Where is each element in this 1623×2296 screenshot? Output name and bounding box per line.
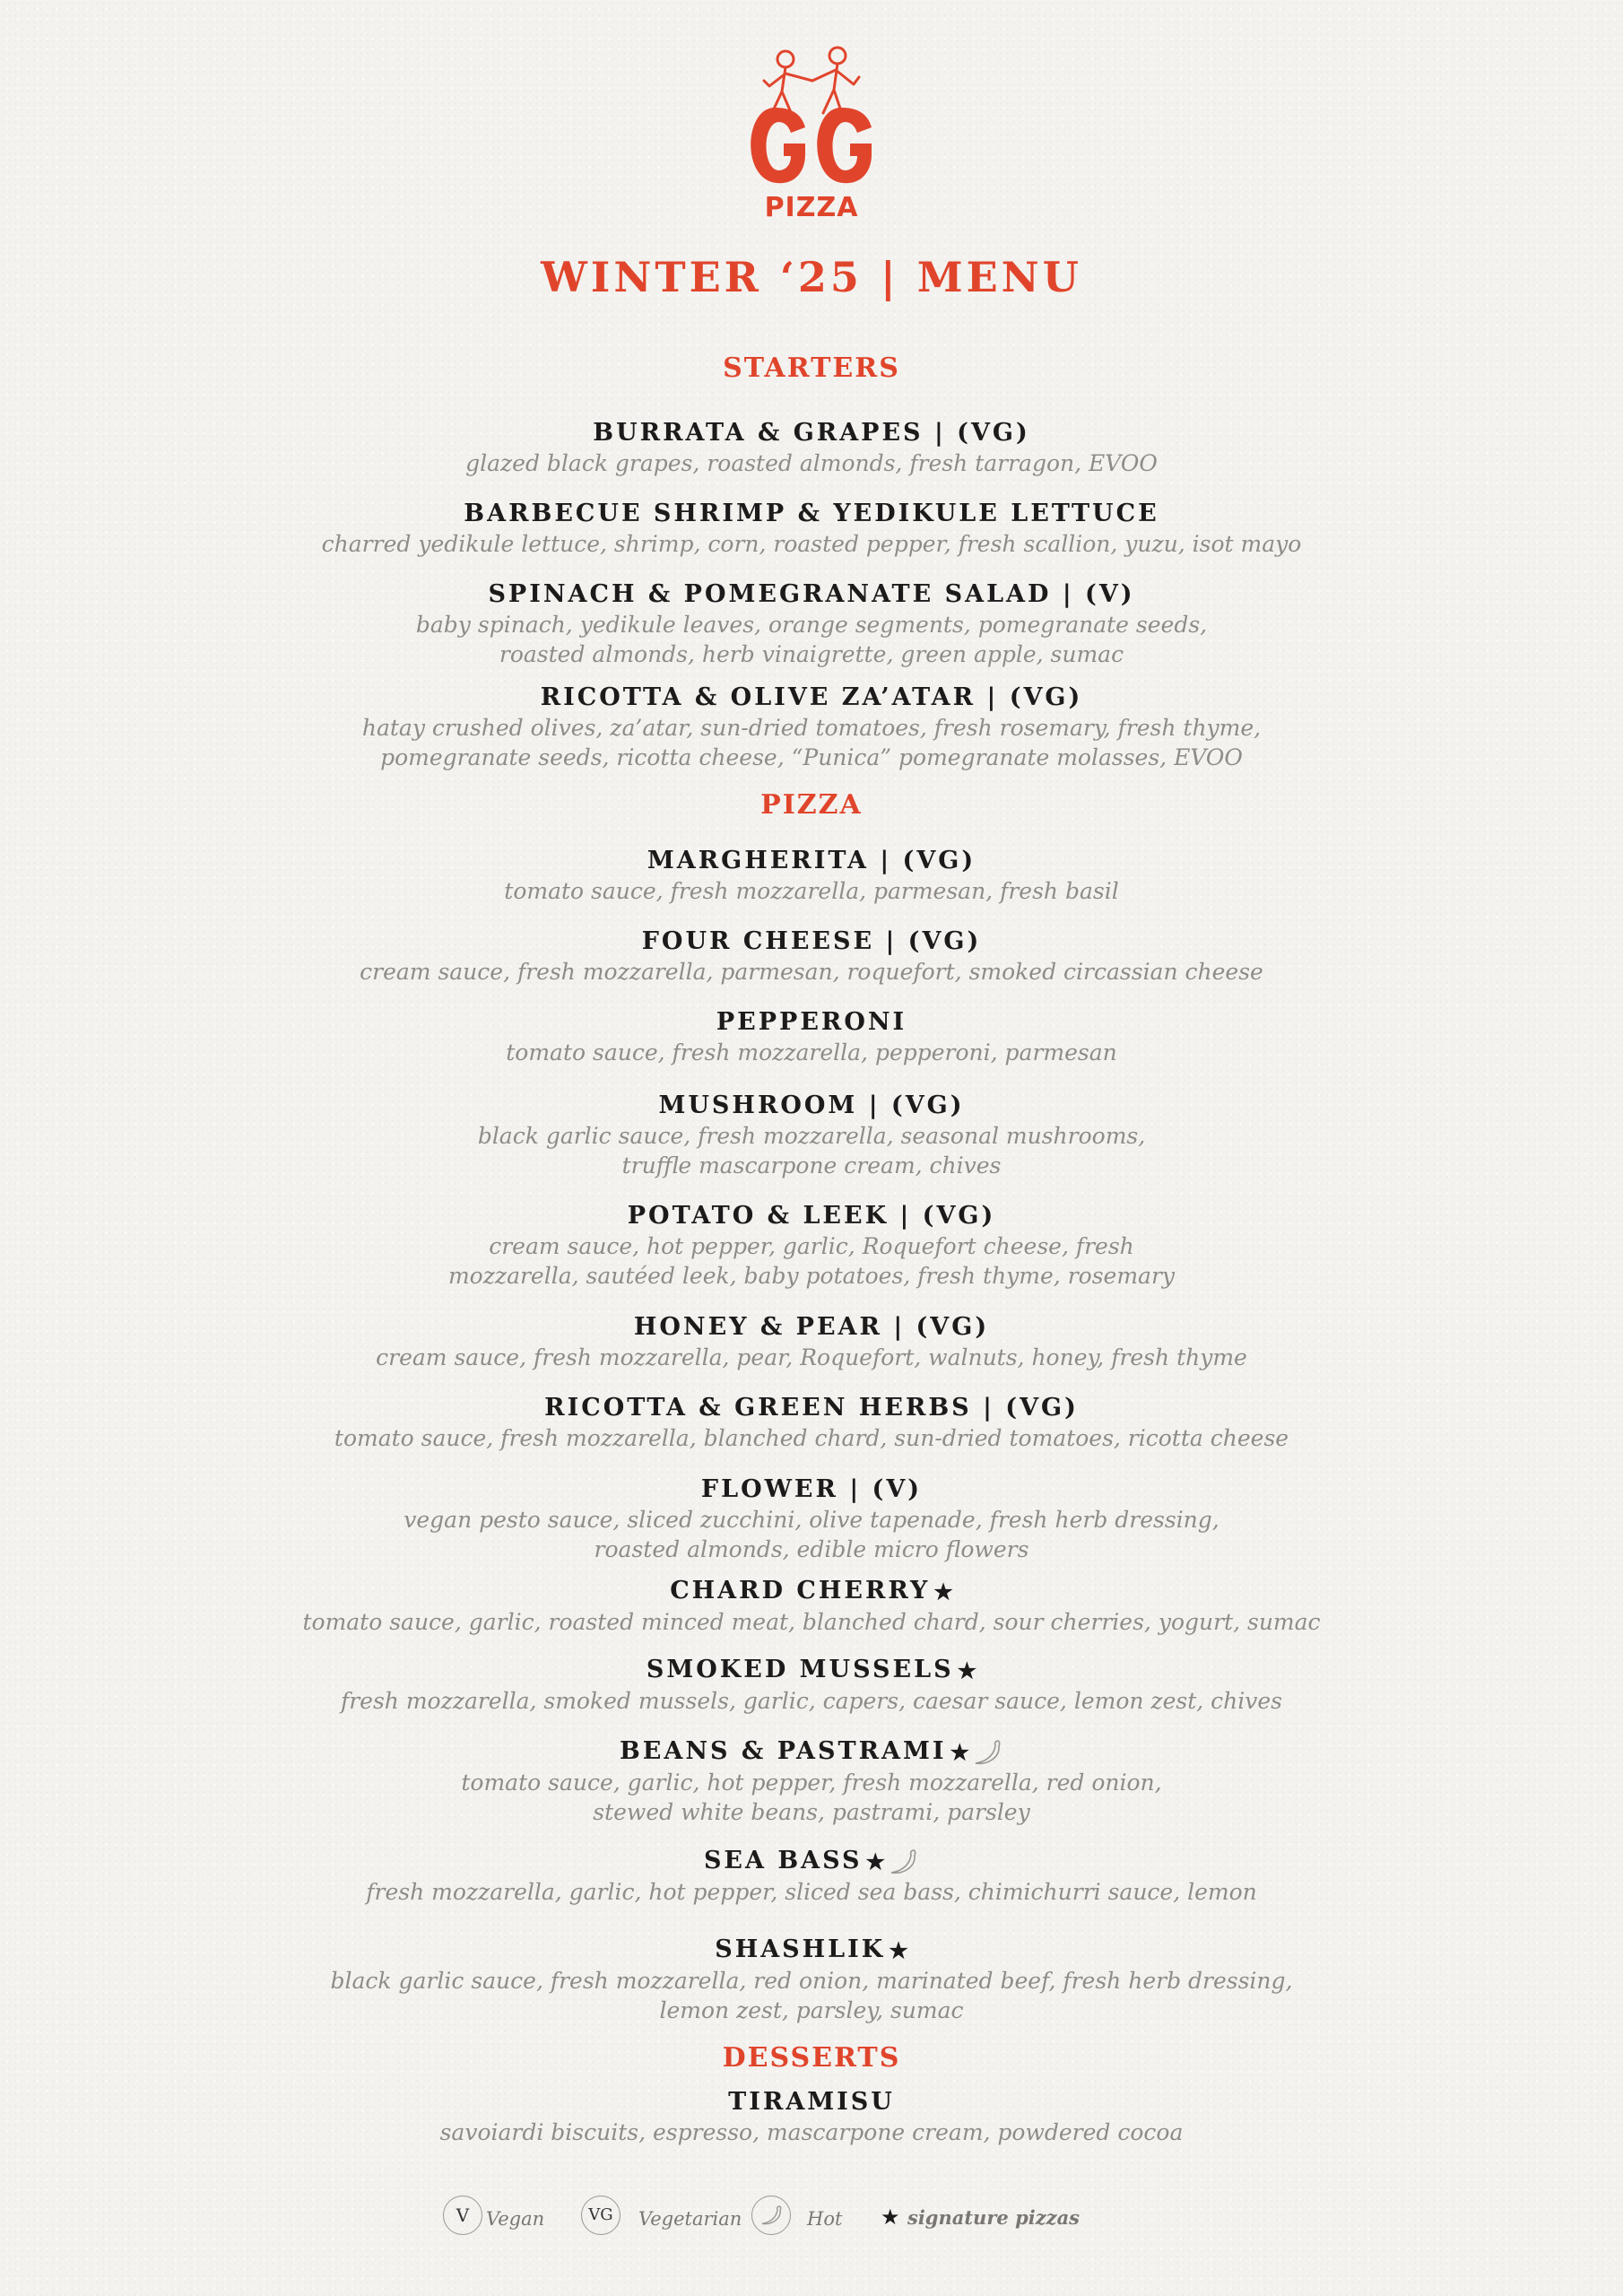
item-name: CHARD CHERRY [670,1577,931,1605]
menu-title: WINTER ‘25 | MENU [541,253,1082,301]
item-description-line: tomato sauce, garlic, hot pepper, fresh mozzarella, red onion, [461,1769,1162,1796]
menu-item [0,499,1623,559]
item-description [0,957,1623,987]
item-name-row [0,1935,1623,1966]
item-description-line: mozzarella, sautéed leek, baby potatoes, fresh thyme, rosemary [447,1263,1176,1289]
item-description [0,610,1623,669]
item-description-line: black garlic sauce, fresh mozzarella, red onion, marinated beef, fresh herb dressing, [330,1967,1293,1994]
item-description [0,529,1623,559]
item-name: MUSHROOM | (VG) [658,1091,965,1119]
star-icon: ★ [933,1578,953,1605]
item-description [0,1038,1623,1067]
menu-item [0,1091,1623,1180]
item-description-line: tomato sauce, fresh mozzarella, pepperoni, parmesan [506,1039,1117,1065]
item-description [0,1231,1623,1291]
item-name: BURRATA & GRAPES | (VG) [593,419,1030,447]
item-description [0,713,1623,772]
chili-icon [759,2203,784,2228]
item-description-line: cream sauce, fresh mozzarella, pear, Roquefort, walnuts, honey, fresh thyme [376,1344,1247,1370]
chili-icon [971,1738,1003,1767]
item-description-line: baby spinach, yedikule leaves, orange segments, pomegranate seeds, [415,612,1208,638]
item-description-line: pomegranate seeds, ricotta cheese, “Punica” pomegranate molasses, EVOO [380,744,1243,770]
section-title-starters: STARTERS [723,352,900,384]
item-description [0,448,1623,478]
hot-badge [751,2196,791,2235]
menu-item [0,1393,1623,1453]
item-description [0,1607,1623,1637]
item-name: FLOWER | (V) [700,1475,923,1503]
item-name-row [0,1576,1623,1607]
item-name-row [0,1655,1623,1686]
item-description-line: tomato sauce, fresh mozzarella, parmesan, fresh basil [504,878,1119,904]
item-name: TIRAMISU [728,2088,895,2116]
chili-icon [887,1848,919,1876]
vegan-legend-label: Vegan [486,2208,545,2230]
item-name: SEA BASS [703,1847,863,1874]
item-name: PEPPERONI [716,1008,907,1036]
item-description-line: tomato sauce, fresh mozzarella, blanched chard, sun-dried tomatoes, ricotta cheese [334,1425,1289,1451]
item-description-line: fresh mozzarella, smoked mussels, garlic, capers, caesar sauce, lemon zest, chives [340,1687,1283,1714]
item-description [0,1505,1623,1564]
menu-item [0,1935,1623,2025]
item-name: FOUR CHEESE | (VG) [641,927,982,955]
star-icon: ★ [889,1936,908,1963]
item-name: RICOTTA & GREEN HERBS | (VG) [544,1394,1079,1422]
item-description [0,1768,1623,1827]
item-description-line: charred yedikule lettuce, shrimp, corn, roasted pepper, fresh scallion, yuzu, isot mayo [321,531,1302,557]
item-description-line: stewed white beans, pastrami, parsley [593,1798,1030,1825]
logo-text: PIZZA [764,192,859,223]
item-description-line: glazed black grapes, roasted almonds, fresh tarragon, EVOO [465,450,1158,476]
item-description [0,1343,1623,1372]
item-description-line: hatay crushed olives, za’atar, sun-dried tomatoes, fresh rosemary, fresh thyme, [361,715,1262,741]
menu-item [0,1736,1623,1827]
item-description [0,1877,1623,1907]
item-description-line: truffle mascarpone cream, chives [621,1152,1002,1178]
item-name: POTATO & LEEK | (VG) [627,1202,996,1230]
star-icon: ★ [865,1848,886,1874]
star-icon: ★ [950,1738,969,1765]
item-description [0,1686,1623,1716]
legend [0,2196,1623,2240]
item-name: RICOTTA & OLIVE ZA’ATAR | (VG) [540,683,1083,711]
menu-item [0,2087,1623,2147]
menu-item [0,1007,1623,1067]
item-name: SMOKED MUSSELS [646,1656,954,1683]
menu-item [0,846,1623,906]
item-description-line: savoiardi biscuits, espresso, mascarpone cream, powdered cocoa [439,2119,1184,2145]
item-description-line: cream sauce, fresh mozzarella, parmesan, roquefort, smoked circassian cheese [360,959,1263,985]
vegan-badge: V [443,2196,482,2235]
item-description-line: black garlic sauce, fresh mozzarella, seasonal mushrooms, [477,1123,1146,1149]
item-name-row [0,1736,1623,1768]
item-name: MARGHERITA | (VG) [647,847,976,874]
menu-item [0,1846,1623,1907]
item-description-line: cream sauce, hot pepper, garlic, Roquefort cheese, fresh [489,1233,1134,1259]
item-name-row [0,1846,1623,1877]
item-name: SHASHLIK [715,1935,886,1963]
menu-item [0,1201,1623,1291]
vegetarian-legend-label: Vegetarian [638,2208,742,2230]
item-description-line: tomato sauce, garlic, roasted minced meat, blanched chard, sour cherries, yogurt, sumac [302,1608,1321,1635]
item-name: BARBECUE SHRIMP & YEDIKULE LETTUCE [464,500,1159,527]
menu-item [0,1474,1623,1564]
item-description [0,1966,1623,2025]
menu-item [0,1576,1623,1637]
item-description [0,876,1623,906]
signature-legend-label: signature pizzas [907,2206,1081,2229]
item-name: HONEY & PEAR | (VG) [633,1313,990,1341]
item-description [0,1121,1623,1180]
item-description-line: fresh mozzarella, garlic, hot pepper, sliced sea bass, chimichurri sauce, lemon [366,1878,1257,1905]
star-icon: ★ [957,1657,977,1683]
item-description-line: vegan pesto sauce, sliced zucchini, olive tapenade, fresh herb dressing, [404,1507,1219,1533]
item-name: BEANS & PASTRAMI [619,1737,947,1765]
menu-item [0,579,1623,669]
item-description [0,2118,1623,2147]
vegetarian-badge: VG [581,2196,621,2235]
menu-item [0,926,1623,987]
item-description-line: lemon zest, parsley, sumac [659,1996,964,2023]
section-title-desserts: DESSERTS [722,2042,901,2074]
menu-item [0,1312,1623,1372]
item-description-line: roasted almonds, herb vinaigrette, green apple, sumac [499,641,1124,667]
menu-item [0,683,1623,772]
menu-item [0,418,1623,478]
menu-item [0,1655,1623,1716]
item-name: SPINACH & POMEGRANATE SALAD | (V) [488,580,1135,608]
star-icon: ★ [881,2205,900,2230]
item-description [0,1423,1623,1453]
section-title-pizza: PIZZA [760,789,863,821]
hot-legend-label: Hot [807,2208,843,2230]
item-description-line: roasted almonds, edible micro flowers [594,1536,1029,1562]
